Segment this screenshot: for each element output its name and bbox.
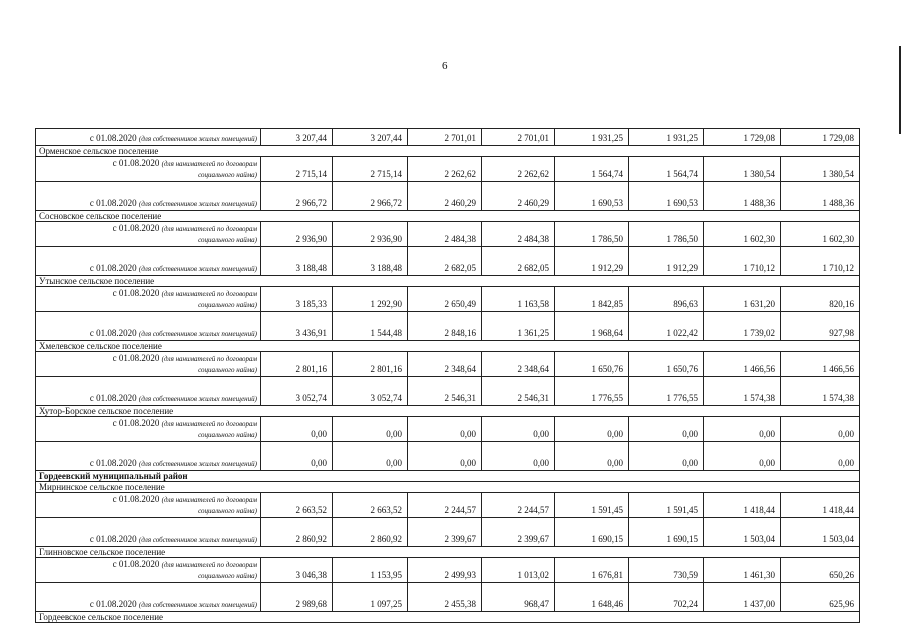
value-cell: 0,00 <box>781 442 860 471</box>
table-row <box>36 406 860 417</box>
value-cell: 3 207,44 <box>333 129 408 146</box>
date-text: с 01.08.2020 <box>112 158 160 168</box>
value-cell: 1 710,12 <box>781 247 860 276</box>
value-cell: 0,00 <box>482 417 555 442</box>
table-row <box>36 558 860 583</box>
value-cell: 0,00 <box>704 442 781 471</box>
value-cell: 0,00 <box>704 417 781 442</box>
value-cell: 2 801,16 <box>261 352 333 377</box>
value-cell: 1 022,42 <box>629 312 704 341</box>
value-cell: 1 786,50 <box>555 222 629 247</box>
value-cell: 1 690,53 <box>555 182 629 211</box>
value-cell: 2 989,68 <box>261 583 333 612</box>
settlement-heading: Утынское сельское поселение <box>36 276 860 287</box>
table-row <box>36 493 860 518</box>
value-cell: 2 682,05 <box>408 247 482 276</box>
row-label <box>36 352 261 377</box>
value-cell: 820,16 <box>781 287 860 312</box>
value-cell: 1 650,76 <box>629 352 704 377</box>
value-cell: 1 842,85 <box>555 287 629 312</box>
category-note: (для нанимателей по договорам <box>161 225 257 233</box>
date-text: с 01.08.2020 <box>112 353 160 363</box>
table-row <box>36 341 860 352</box>
value-cell: 3 207,44 <box>261 129 333 146</box>
category-note: (для собственников жилых помещений) <box>138 330 257 338</box>
category-note-cont: социального найма) <box>198 301 257 309</box>
table-row <box>36 276 860 287</box>
date-text: с 01.08.2020 <box>89 263 137 273</box>
value-cell: 1 153,95 <box>333 558 408 583</box>
value-cell: 1 931,25 <box>555 129 629 146</box>
table-row <box>36 222 860 247</box>
value-cell: 1 690,53 <box>629 182 704 211</box>
value-cell: 3 185,33 <box>261 287 333 312</box>
value-cell: 2 860,92 <box>333 518 408 547</box>
category-note: (для нанимателей по договорам <box>161 561 257 569</box>
value-cell: 2 244,57 <box>408 493 482 518</box>
value-cell: 1 361,25 <box>482 312 555 341</box>
table-row <box>36 287 860 312</box>
value-cell: 1 292,90 <box>333 287 408 312</box>
value-cell: 1 503,04 <box>781 518 860 547</box>
value-cell: 2 499,93 <box>408 558 482 583</box>
table-row <box>36 518 860 547</box>
value-cell: 2 663,52 <box>333 493 408 518</box>
category-note-cont: социального найма) <box>198 171 257 179</box>
row-label <box>36 312 261 341</box>
value-cell: 1 591,45 <box>629 493 704 518</box>
settlement-heading: Сосновское сельское поселение <box>36 211 860 222</box>
value-cell: 1 602,30 <box>781 222 860 247</box>
settlement-heading: Хмелевское сельское поселение <box>36 341 860 352</box>
value-cell: 1 418,44 <box>781 493 860 518</box>
category-note-cont: социального найма) <box>198 572 257 580</box>
value-cell: 2 262,62 <box>408 157 482 182</box>
value-cell: 1 591,45 <box>555 493 629 518</box>
table-row <box>36 352 860 377</box>
margin-line <box>899 46 901 134</box>
value-cell: 2 399,67 <box>408 518 482 547</box>
table-row <box>36 417 860 442</box>
date-text: с 01.08.2020 <box>89 198 137 208</box>
category-note-cont: социального найма) <box>198 431 257 439</box>
value-cell: 1 503,04 <box>704 518 781 547</box>
settlement-heading: Мирнинское сельское поселение <box>36 482 860 493</box>
value-cell: 0,00 <box>629 417 704 442</box>
value-cell: 2 484,38 <box>408 222 482 247</box>
row-label <box>36 222 261 247</box>
region-heading: Гордеевский муниципальный район <box>36 471 860 482</box>
category-note-cont: социального найма) <box>198 236 257 244</box>
value-cell: 1 488,36 <box>704 182 781 211</box>
value-cell: 2 399,67 <box>482 518 555 547</box>
value-cell: 1 739,02 <box>704 312 781 341</box>
value-cell: 702,24 <box>629 583 704 612</box>
value-cell: 0,00 <box>408 442 482 471</box>
value-cell: 2 936,90 <box>333 222 408 247</box>
date-text: с 01.08.2020 <box>89 534 137 544</box>
value-cell: 1 690,15 <box>629 518 704 547</box>
category-note: (для собственников жилых помещений) <box>138 135 257 143</box>
value-cell: 0,00 <box>555 417 629 442</box>
table-row <box>36 482 860 493</box>
value-cell: 1 690,15 <box>555 518 629 547</box>
value-cell: 3 436,91 <box>261 312 333 341</box>
row-label <box>36 493 261 518</box>
row-label <box>36 182 261 211</box>
page-number: 6 <box>442 60 448 72</box>
row-label <box>36 417 261 442</box>
value-cell: 1 650,76 <box>555 352 629 377</box>
value-cell: 1 729,08 <box>704 129 781 146</box>
value-cell: 1 648,46 <box>555 583 629 612</box>
value-cell: 3 046,38 <box>261 558 333 583</box>
value-cell: 1 631,20 <box>704 287 781 312</box>
table-row <box>36 547 860 558</box>
value-cell: 1 912,29 <box>629 247 704 276</box>
date-text: с 01.08.2020 <box>89 328 137 338</box>
category-note: (для собственников жилых помещений) <box>138 601 257 609</box>
value-cell: 0,00 <box>333 442 408 471</box>
category-note: (для собственников жилых помещений) <box>138 536 257 544</box>
value-cell: 2 848,16 <box>408 312 482 341</box>
value-cell: 650,26 <box>781 558 860 583</box>
value-cell: 1 676,81 <box>555 558 629 583</box>
value-cell: 1 380,54 <box>781 157 860 182</box>
category-note: (для собственников жилых помещений) <box>138 265 257 273</box>
value-cell: 1 564,74 <box>629 157 704 182</box>
value-cell: 2 701,01 <box>482 129 555 146</box>
value-cell: 2 936,90 <box>261 222 333 247</box>
value-cell: 1 544,48 <box>333 312 408 341</box>
value-cell: 1 466,56 <box>781 352 860 377</box>
category-note-cont: социального найма) <box>198 507 257 515</box>
value-cell: 3 052,74 <box>261 377 333 406</box>
category-note: (для собственников жилых помещений) <box>138 200 257 208</box>
date-text: с 01.08.2020 <box>112 559 160 569</box>
settlement-heading: Гордеевское сельское поселение <box>36 612 860 623</box>
table-row <box>36 612 860 623</box>
value-cell: 1 968,64 <box>555 312 629 341</box>
value-cell: 2 650,49 <box>408 287 482 312</box>
settlement-heading: Орменское сельское поселение <box>36 146 860 157</box>
value-cell: 2 715,14 <box>261 157 333 182</box>
value-cell: 1 786,50 <box>629 222 704 247</box>
table-row <box>36 211 860 222</box>
value-cell: 3 188,48 <box>333 247 408 276</box>
row-label <box>36 558 261 583</box>
value-cell: 3 052,74 <box>333 377 408 406</box>
row-label <box>36 518 261 547</box>
table-row <box>36 129 860 146</box>
value-cell: 0,00 <box>629 442 704 471</box>
value-cell: 2 701,01 <box>408 129 482 146</box>
value-cell: 0,00 <box>408 417 482 442</box>
value-cell: 1 912,29 <box>555 247 629 276</box>
value-cell: 0,00 <box>482 442 555 471</box>
table-row <box>36 182 860 211</box>
date-text: с 01.08.2020 <box>89 133 137 143</box>
settlement-heading: Глинновское сельское поселение <box>36 547 860 558</box>
settlement-heading: Хутор-Борское сельское поселение <box>36 406 860 417</box>
value-cell: 3 188,48 <box>261 247 333 276</box>
row-label <box>36 583 261 612</box>
row-label <box>36 442 261 471</box>
value-cell: 2 682,05 <box>482 247 555 276</box>
value-cell: 0,00 <box>781 417 860 442</box>
value-cell: 1 097,25 <box>333 583 408 612</box>
value-cell: 1 729,08 <box>781 129 860 146</box>
value-cell: 2 546,31 <box>482 377 555 406</box>
value-cell: 2 262,62 <box>482 157 555 182</box>
date-text: с 01.08.2020 <box>112 494 160 504</box>
value-cell: 1 574,38 <box>704 377 781 406</box>
value-cell: 1 602,30 <box>704 222 781 247</box>
value-cell: 1 163,58 <box>482 287 555 312</box>
value-cell: 0,00 <box>555 442 629 471</box>
value-cell: 2 966,72 <box>333 182 408 211</box>
category-note: (для собственников жилых помещений) <box>138 460 257 468</box>
value-cell: 625,96 <box>781 583 860 612</box>
value-cell: 2 801,16 <box>333 352 408 377</box>
category-note: (для нанимателей по договорам <box>161 355 257 363</box>
table-row <box>36 377 860 406</box>
row-label <box>36 129 261 146</box>
category-note: (для нанимателей по договорам <box>161 160 257 168</box>
category-note: (для нанимателей по договорам <box>161 290 257 298</box>
value-cell: 0,00 <box>333 417 408 442</box>
value-cell: 2 860,92 <box>261 518 333 547</box>
value-cell: 2 455,38 <box>408 583 482 612</box>
table-row <box>36 312 860 341</box>
value-cell: 1 380,54 <box>704 157 781 182</box>
value-cell: 2 663,52 <box>261 493 333 518</box>
table-body <box>36 129 860 623</box>
value-cell: 2 460,29 <box>482 182 555 211</box>
value-cell: 1 776,55 <box>629 377 704 406</box>
value-cell: 2 348,64 <box>482 352 555 377</box>
table-row <box>36 157 860 182</box>
category-note: (для нанимателей по договорам <box>161 420 257 428</box>
row-label <box>36 247 261 276</box>
category-note: (для собственников жилых помещений) <box>138 395 257 403</box>
value-cell: 927,98 <box>781 312 860 341</box>
value-cell: 1 013,02 <box>482 558 555 583</box>
date-text: с 01.08.2020 <box>112 288 160 298</box>
table-row <box>36 583 860 612</box>
value-cell: 1 461,30 <box>704 558 781 583</box>
date-text: с 01.08.2020 <box>89 393 137 403</box>
table-row <box>36 247 860 276</box>
table-row <box>36 146 860 157</box>
value-cell: 2 546,31 <box>408 377 482 406</box>
value-cell: 2 484,38 <box>482 222 555 247</box>
date-text: с 01.08.2020 <box>89 599 137 609</box>
value-cell: 1 564,74 <box>555 157 629 182</box>
value-cell: 1 418,44 <box>704 493 781 518</box>
value-cell: 1 466,56 <box>704 352 781 377</box>
date-text: с 01.08.2020 <box>89 458 137 468</box>
date-text: с 01.08.2020 <box>112 418 160 428</box>
value-cell: 2 244,57 <box>482 493 555 518</box>
value-cell: 1 710,12 <box>704 247 781 276</box>
row-label <box>36 157 261 182</box>
tariff-table <box>35 128 860 623</box>
value-cell: 2 460,29 <box>408 182 482 211</box>
value-cell: 1 776,55 <box>555 377 629 406</box>
value-cell: 1 574,38 <box>781 377 860 406</box>
row-label <box>36 377 261 406</box>
category-note-cont: социального найма) <box>198 366 257 374</box>
value-cell: 2 966,72 <box>261 182 333 211</box>
value-cell: 1 437,00 <box>704 583 781 612</box>
table-row <box>36 471 860 482</box>
value-cell: 968,47 <box>482 583 555 612</box>
table-row <box>36 442 860 471</box>
value-cell: 0,00 <box>261 417 333 442</box>
value-cell: 730,59 <box>629 558 704 583</box>
value-cell: 2 715,14 <box>333 157 408 182</box>
category-note: (для нанимателей по договорам <box>161 496 257 504</box>
value-cell: 896,63 <box>629 287 704 312</box>
value-cell: 1 931,25 <box>629 129 704 146</box>
value-cell: 2 348,64 <box>408 352 482 377</box>
value-cell: 1 488,36 <box>781 182 860 211</box>
date-text: с 01.08.2020 <box>112 223 160 233</box>
row-label <box>36 287 261 312</box>
value-cell: 0,00 <box>261 442 333 471</box>
